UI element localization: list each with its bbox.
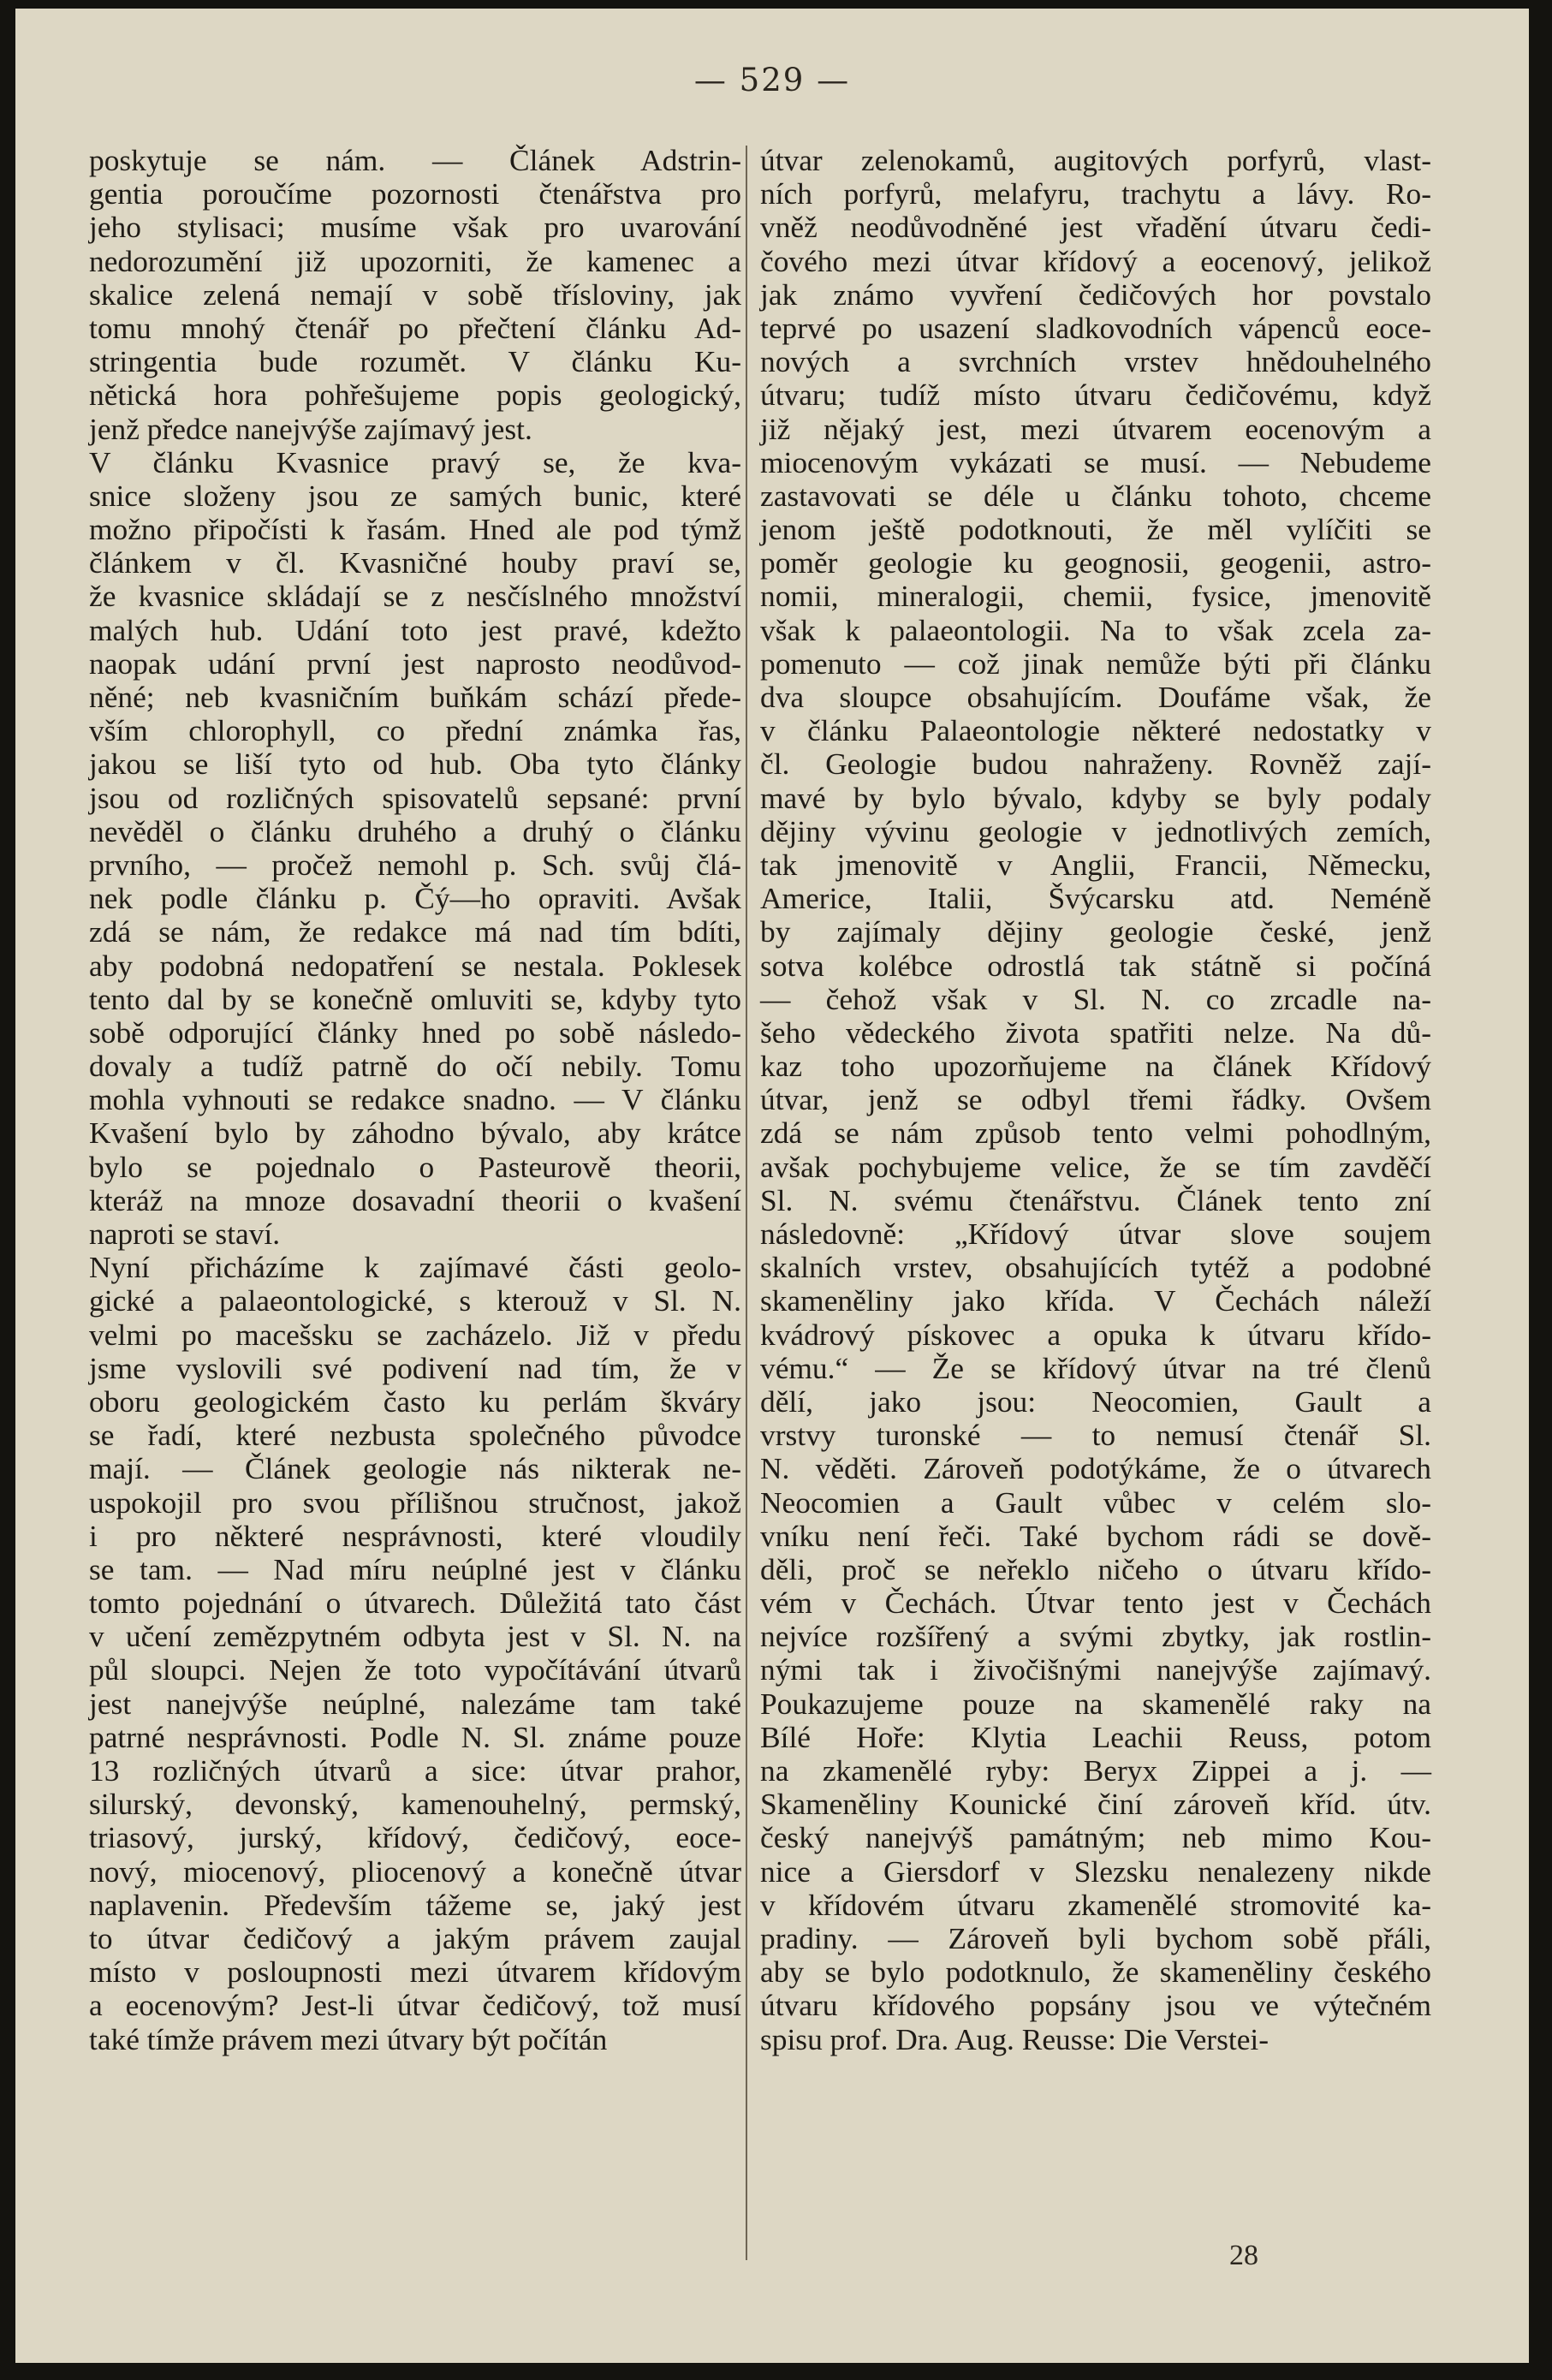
- text-line: skalice zelená nemají v sobě třísloviny, jak: [89, 277, 741, 312]
- text-line: Skameněliny Kounické činí zároveň kříd. útv.: [760, 1787, 1431, 1822]
- text-line: nice a Giersdorf v Slezsku nenalezeny nikde: [760, 1853, 1431, 1889]
- text-line: velmi po macešsku se zacházelo. Již v předu: [89, 1317, 741, 1352]
- text-line: vrstvy turonské — to nemusí čtenář Sl.: [760, 1418, 1431, 1453]
- text-line: aby se bylo podotknulo, že skameněliny českého: [760, 1955, 1431, 1990]
- text-line: Kvašení bylo by záhodno bývalo, aby krátce: [89, 1116, 741, 1151]
- text-line: jest nanejvýše neúplné, nalezáme tam také: [89, 1686, 741, 1721]
- text-line: vším chlorophyll, co přední známka řas,: [89, 713, 741, 748]
- text-line: to útvar čedičový a jakým právem zaujal: [89, 1920, 741, 1955]
- text-line: mavé by bylo bývalo, kdyby se byly podaly: [760, 780, 1431, 815]
- right-column: [760, 144, 1431, 2056]
- page-number: — 529 —: [693, 62, 851, 98]
- text-line: uspokojil pro svou přílišnou stručnost, jakož: [89, 1485, 741, 1520]
- text-line: a eocenovým? Jest-li útvar čedičový, tož musí: [89, 1988, 741, 2023]
- text-line: se tam. — Nad míru neúplné jest v článku: [89, 1551, 741, 1586]
- text-line: Nyní přicházíme k zajímavé části geolo-: [89, 1250, 741, 1285]
- text-line: jsou od rozličných spisovatelů sepsané: první: [89, 780, 741, 815]
- text-line: útvar, jenž se odbyl třemi řádky. Ovšem: [760, 1082, 1431, 1117]
- text-line: Sl. N. svému čtenářstvu. Článek tento zní: [760, 1182, 1431, 1217]
- text-line: zdá se nám, že redakce má nad tím bdíti,: [89, 914, 741, 949]
- text-line: bylo se pojednalo o Pasteurově theorii,: [89, 1149, 741, 1184]
- text-line: dělí, jako jsou: Neocomien, Gault a: [760, 1383, 1431, 1419]
- text-line: se řadí, které nezbusta společného původce: [89, 1418, 741, 1453]
- left-column: [89, 144, 741, 2056]
- text-line: český nanejvýš památným; neb mimo Kou-: [760, 1820, 1431, 1855]
- text-line: čového mezi útvar křídový a eocenový, jelikož: [760, 243, 1431, 278]
- text-line: jenž předce nanejvýše zajímavý jest.: [89, 411, 532, 446]
- text-line: skalních vrstev, obsahujících tytéž a podobné: [760, 1250, 1431, 1285]
- text-line: spisu prof. Dra. Aug. Reusse: Die Verstei-: [760, 2021, 1270, 2056]
- text-line: tak jmenovitě v Anglii, Francii, Německu,: [760, 847, 1431, 882]
- text-line: nedorozumění již upozorniti, že kamenec a: [89, 243, 741, 278]
- text-line: však k palaeontologii. Na to však zcela za-: [760, 612, 1431, 647]
- text-line: jeho stylisaci; musíme však pro uvarování: [89, 210, 741, 245]
- text-line: článkem v čl. Kvasničné houby praví se,: [89, 545, 741, 580]
- text-line: tomu mnohý čtenář po přečtení článku Ad-: [89, 310, 741, 345]
- text-line: 13 rozličných útvarů a sice: útvar prahor,: [89, 1753, 741, 1788]
- text-line: sobě odporující články hned po sobě následo-: [89, 1014, 741, 1050]
- text-line: nevěděl o článku druhého a druhý o článku: [89, 813, 741, 848]
- text-line: aby podobná nedopatření se nestala. Poklesek: [89, 948, 741, 983]
- text-line: možno připočísti k řasám. Hned ale pod týmž: [89, 512, 741, 547]
- column-divider: [746, 146, 747, 2260]
- text-line: snice složeny jsou ze samých bunic, které: [89, 478, 741, 513]
- text-line: nový, miocenový, pliocenový a konečně útvar: [89, 1853, 741, 1889]
- text-line: jenom ještě podotknouti, že měl vylíčiti se: [760, 512, 1431, 547]
- text-line: Americe, Italii, Švýcarsku atd. Neméně: [760, 881, 1431, 916]
- text-line: poměr geologie ku geognosii, geogenii, astro-: [760, 545, 1431, 580]
- text-line: již nějaký jest, mezi útvarem eocenovým a: [760, 411, 1431, 446]
- text-line: jsme vyslovili své podivení nad tím, že v: [89, 1350, 741, 1385]
- text-line: že kvasnice skládají se z nesčíslného množství: [89, 579, 741, 614]
- text-line: vníku není řeči. Také bychom rádi se dově-: [760, 1518, 1431, 1553]
- text-line: nek podle článku p. Čý—ho opraviti. Avšak: [89, 881, 741, 916]
- text-line: N. věděti. Zároveň podotýkáme, že o útvarech: [760, 1451, 1431, 1486]
- text-line: oboru geologickém často ku perlám škváry: [89, 1383, 741, 1419]
- text-line: teprvé po usazení sladkovodních vápenců eoce-: [760, 310, 1431, 345]
- text-line: mohla vyhnouti se redakce snadno. — V článku: [89, 1082, 741, 1117]
- text-line: Neocomien a Gault vůbec v celém slo-: [760, 1485, 1431, 1520]
- text-line: sotva kolébce odrostlá tak státně si počíná: [760, 948, 1431, 983]
- text-line: pradiny. — Zároveň byli bychom sobě přáli,: [760, 1920, 1431, 1955]
- text-line: v učení zemězpytném odbyta jest v Sl. N. na: [89, 1619, 741, 1654]
- text-line: V článku Kvasnice pravý se, že kva-: [89, 444, 741, 479]
- text-line: dva sloupce obsahujícím. Doufáme však, že: [760, 680, 1431, 714]
- text-line: mají. — Článek geologie nás nikterak ne-: [89, 1451, 741, 1486]
- text-line: avšak pochybujeme velice, že se tím zavděčí: [760, 1149, 1431, 1184]
- text-line: gentia poroučíme pozornosti čtenářstva pro: [89, 176, 741, 211]
- text-line: stringentia bude rozumět. V článku Ku-: [89, 344, 741, 379]
- text-line: poskytuje se nám. — Článek Adstrin-: [89, 143, 741, 177]
- text-line: vněž neodůvodněné jest vřadění útvaru čedi-: [760, 210, 1431, 245]
- book-page: [15, 9, 1529, 2363]
- text-line: prvního, — pročež nemohl p. Sch. svůj člá-: [89, 847, 741, 882]
- text-line: silurský, devonský, kamenouhelný, permský,: [89, 1787, 741, 1822]
- text-line: gické a palaeontologické, s kterouž v Sl. N.: [89, 1283, 741, 1318]
- text-line: i pro některé nesprávnosti, které vloudily: [89, 1518, 741, 1553]
- text-line: dovaly a tudíž patrně do očí nebily. Tomu: [89, 1049, 741, 1084]
- text-line: ních porfyrů, melafyru, trachytu a lávy. Ro-: [760, 176, 1431, 211]
- text-line: čl. Geologie budou nahraženy. Rovněž zají-: [760, 747, 1431, 782]
- text-line: na zkamenělé ryby: Beryx Zippei a j. —: [760, 1753, 1431, 1788]
- text-line: půl sloupci. Nejen že toto vypočítávání útvarů: [89, 1652, 741, 1687]
- text-line: kteráž na mnoze dosavadní theorii o kvašení: [89, 1182, 741, 1217]
- text-line: vém v Čechách. Útvar tento jest v Čechách: [760, 1586, 1431, 1621]
- text-line: nomii, mineralogii, chemii, fysice, jmenovitě: [760, 579, 1431, 614]
- text-line: děli, proč se neřeklo ničeho o útvaru křído-: [760, 1551, 1431, 1586]
- text-line: kaz toho upozorňujeme na článek Křídový: [760, 1049, 1431, 1084]
- signature-mark: 28: [1229, 2240, 1258, 2271]
- text-line: útvaru křídového popsány jsou ve výtečném: [760, 1988, 1431, 2023]
- text-line: patrné nesprávnosti. Podle N. Sl. známe pouze: [89, 1719, 741, 1754]
- text-line: Poukazujeme pouze na skamenělé raky na: [760, 1686, 1431, 1721]
- text-line: miocenovým vykázati se musí. — Nebudeme: [760, 444, 1431, 479]
- text-line: tento dal by se konečně omluviti se, kdyby tyto: [89, 981, 741, 1016]
- text-line: v článku Palaeontologie některé nedostatky v: [760, 713, 1431, 748]
- text-line: skameněliny jako křída. V Čechách náleží: [760, 1283, 1431, 1318]
- text-line: by zajímaly dějiny geologie české, jenž: [760, 914, 1431, 949]
- text-line: kvádrový pískovec a opuka k útvaru křído-: [760, 1317, 1431, 1352]
- text-line: jak známo vyvření čedičových hor povstalo: [760, 277, 1431, 312]
- text-line: nětická hora pohřešujeme popis geologický,: [89, 378, 741, 413]
- text-line: jakou se liší tyto od hub. Oba tyto články: [89, 747, 741, 782]
- text-line: naplavenin. Především tážeme se, jaký jest: [89, 1887, 741, 1922]
- text-line: — čehož však v Sl. N. co zrcadle na-: [760, 981, 1431, 1016]
- text-line: malých hub. Udání toto jest pravé, kdežto: [89, 612, 741, 647]
- text-line: v křídovém útvaru zkamenělé stromovité ka-: [760, 1887, 1431, 1922]
- text-line: také tímže právem mezi útvary být počítán: [89, 2021, 608, 2056]
- text-line: něné; neb kvasničním buňkám schází přede-: [89, 680, 741, 714]
- text-line: následovně: „Křídový útvar slove soujem: [760, 1217, 1431, 1251]
- text-line: nými tak i živočišnými nanejvýše zajímavý.: [760, 1652, 1431, 1687]
- text-line: naproti se staví.: [89, 1217, 281, 1251]
- text-line: tomto pojednání o útvarech. Důležitá tato část: [89, 1586, 741, 1621]
- text-line: nejvíce rozšířený a svými zbytky, jak rostlin-: [760, 1619, 1431, 1654]
- text-line: zdá se nám způsob tento velmi pohodlným,: [760, 1116, 1431, 1151]
- text-line: místo v posloupnosti mezi útvarem křídovým: [89, 1955, 741, 1990]
- text-line: pomenuto — což jinak nemůže býti při článku: [760, 646, 1431, 681]
- text-line: triasový, jurský, křídový, čedičový, eoce-: [89, 1820, 741, 1855]
- text-line: dějiny vývinu geologie v jednotlivých zemích,: [760, 813, 1431, 848]
- text-line: naopak udání první jest naprosto neodůvod-: [89, 646, 741, 681]
- text-line: vému.“ — Že se křídový útvar na tré členů: [760, 1350, 1431, 1385]
- text-line: šeho vědeckého života spatřiti nelze. Na dů-: [760, 1014, 1431, 1050]
- text-line: Bílé Hoře: Klytia Leachii Reuss, potom: [760, 1719, 1431, 1754]
- text-line: nových a svrchních vrstev hnědouhelného: [760, 344, 1431, 379]
- text-line: útvar zelenokamů, augitových porfyrů, vlast-: [760, 143, 1431, 177]
- text-line: zastavovati se déle u článku tohoto, chceme: [760, 478, 1431, 513]
- text-line: útvaru; tudíž místo útvaru čedičovému, když: [760, 378, 1431, 413]
